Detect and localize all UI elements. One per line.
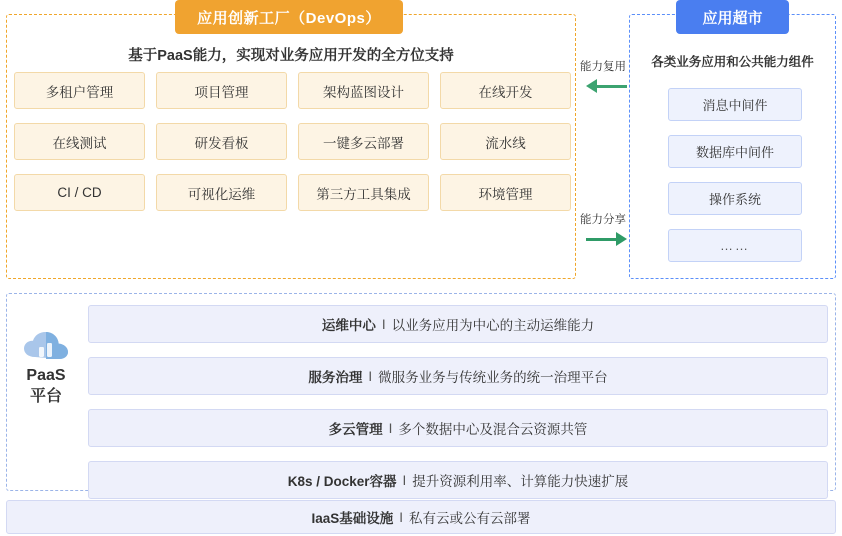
paas-row[interactable] <box>88 357 828 395</box>
paas-row-desc: 微服务业务与传统业务的统一治理平台 <box>378 370 608 385</box>
paas-row[interactable] <box>88 305 828 343</box>
capability-cell[interactable]: 架构蓝图设计 <box>298 72 429 109</box>
paas-row-desc: 以业务应用为中心的主动运维能力 <box>391 318 595 333</box>
paas-row-name: 服务治理 <box>308 370 363 385</box>
capability-cell[interactable]: 环境管理 <box>440 174 571 211</box>
capability-cell[interactable]: 项目管理 <box>156 72 287 109</box>
paas-row-separator: I <box>388 420 393 436</box>
capability-cell[interactable]: 多租户管理 <box>14 72 145 109</box>
arrow-left-icon <box>586 80 627 92</box>
arrow-shaft <box>586 238 616 241</box>
cloud-icon <box>22 330 70 362</box>
list-item[interactable]: 操作系统 <box>668 182 802 215</box>
capability-cell[interactable]: CI / CD <box>14 174 145 211</box>
devops-capability-grid <box>14 72 570 211</box>
capability-cell[interactable]: 研发看板 <box>156 123 287 160</box>
list-item-more[interactable]: …… <box>668 229 802 262</box>
paas-row-name: K8s / Docker容器 <box>287 474 397 489</box>
paas-row-name: 运维中心 <box>321 318 376 333</box>
capability-cell[interactable]: 一键多云部署 <box>298 123 429 160</box>
paas-row[interactable] <box>88 461 828 499</box>
capability-cell[interactable]: 在线开发 <box>440 72 571 109</box>
app-market-title: 应用超市 <box>676 0 789 34</box>
capability-cell[interactable]: 流水线 <box>440 123 571 160</box>
app-market-subtitle: 各类业务应用和公共能力组件 <box>651 55 814 69</box>
arrow-head <box>616 232 627 246</box>
paas-row-separator: I <box>402 472 407 488</box>
list-item[interactable]: 数据库中间件 <box>668 135 802 168</box>
capability-reuse-label: 能力复用 <box>580 61 626 73</box>
paas-row-desc: 提升资源利用率、计算能力快速扩展 <box>412 474 629 489</box>
arrow-head <box>586 79 597 93</box>
arrow-right-icon <box>586 233 627 245</box>
paas-platform-legend <box>10 330 82 408</box>
iaas-desc: 私有云或公有云部署 <box>409 511 531 526</box>
capability-cell[interactable]: 可视化运维 <box>156 174 287 211</box>
list-item[interactable]: 消息中间件 <box>668 88 802 121</box>
arrow-shaft <box>597 85 627 88</box>
iaas-infrastructure-band[interactable] <box>6 500 836 534</box>
paas-label-line1: PaaS <box>26 367 66 384</box>
paas-row-separator: I <box>381 316 386 332</box>
paas-row-separator: I <box>368 368 373 384</box>
devops-factory-subtitle: 基于PaaS能力，实现对业务应用开发的全方位支持 <box>128 48 454 64</box>
paas-row[interactable] <box>88 409 828 447</box>
capability-share-label: 能力分享 <box>580 214 626 226</box>
app-market-list <box>668 88 802 262</box>
iaas-separator: I <box>399 509 404 525</box>
devops-factory-title: 应用创新工厂（DevOps） <box>175 0 403 34</box>
paas-label <box>10 366 82 408</box>
paas-row-name: 多云管理 <box>328 422 383 437</box>
capability-cell[interactable]: 在线测试 <box>14 123 145 160</box>
paas-label-line2: 平台 <box>29 387 62 405</box>
capability-cell[interactable]: 第三方工具集成 <box>298 174 429 211</box>
iaas-name: IaaS基础设施 <box>311 511 394 526</box>
paas-capability-rows <box>88 305 828 499</box>
paas-row-desc: 多个数据中心及混合云资源共管 <box>398 422 588 437</box>
